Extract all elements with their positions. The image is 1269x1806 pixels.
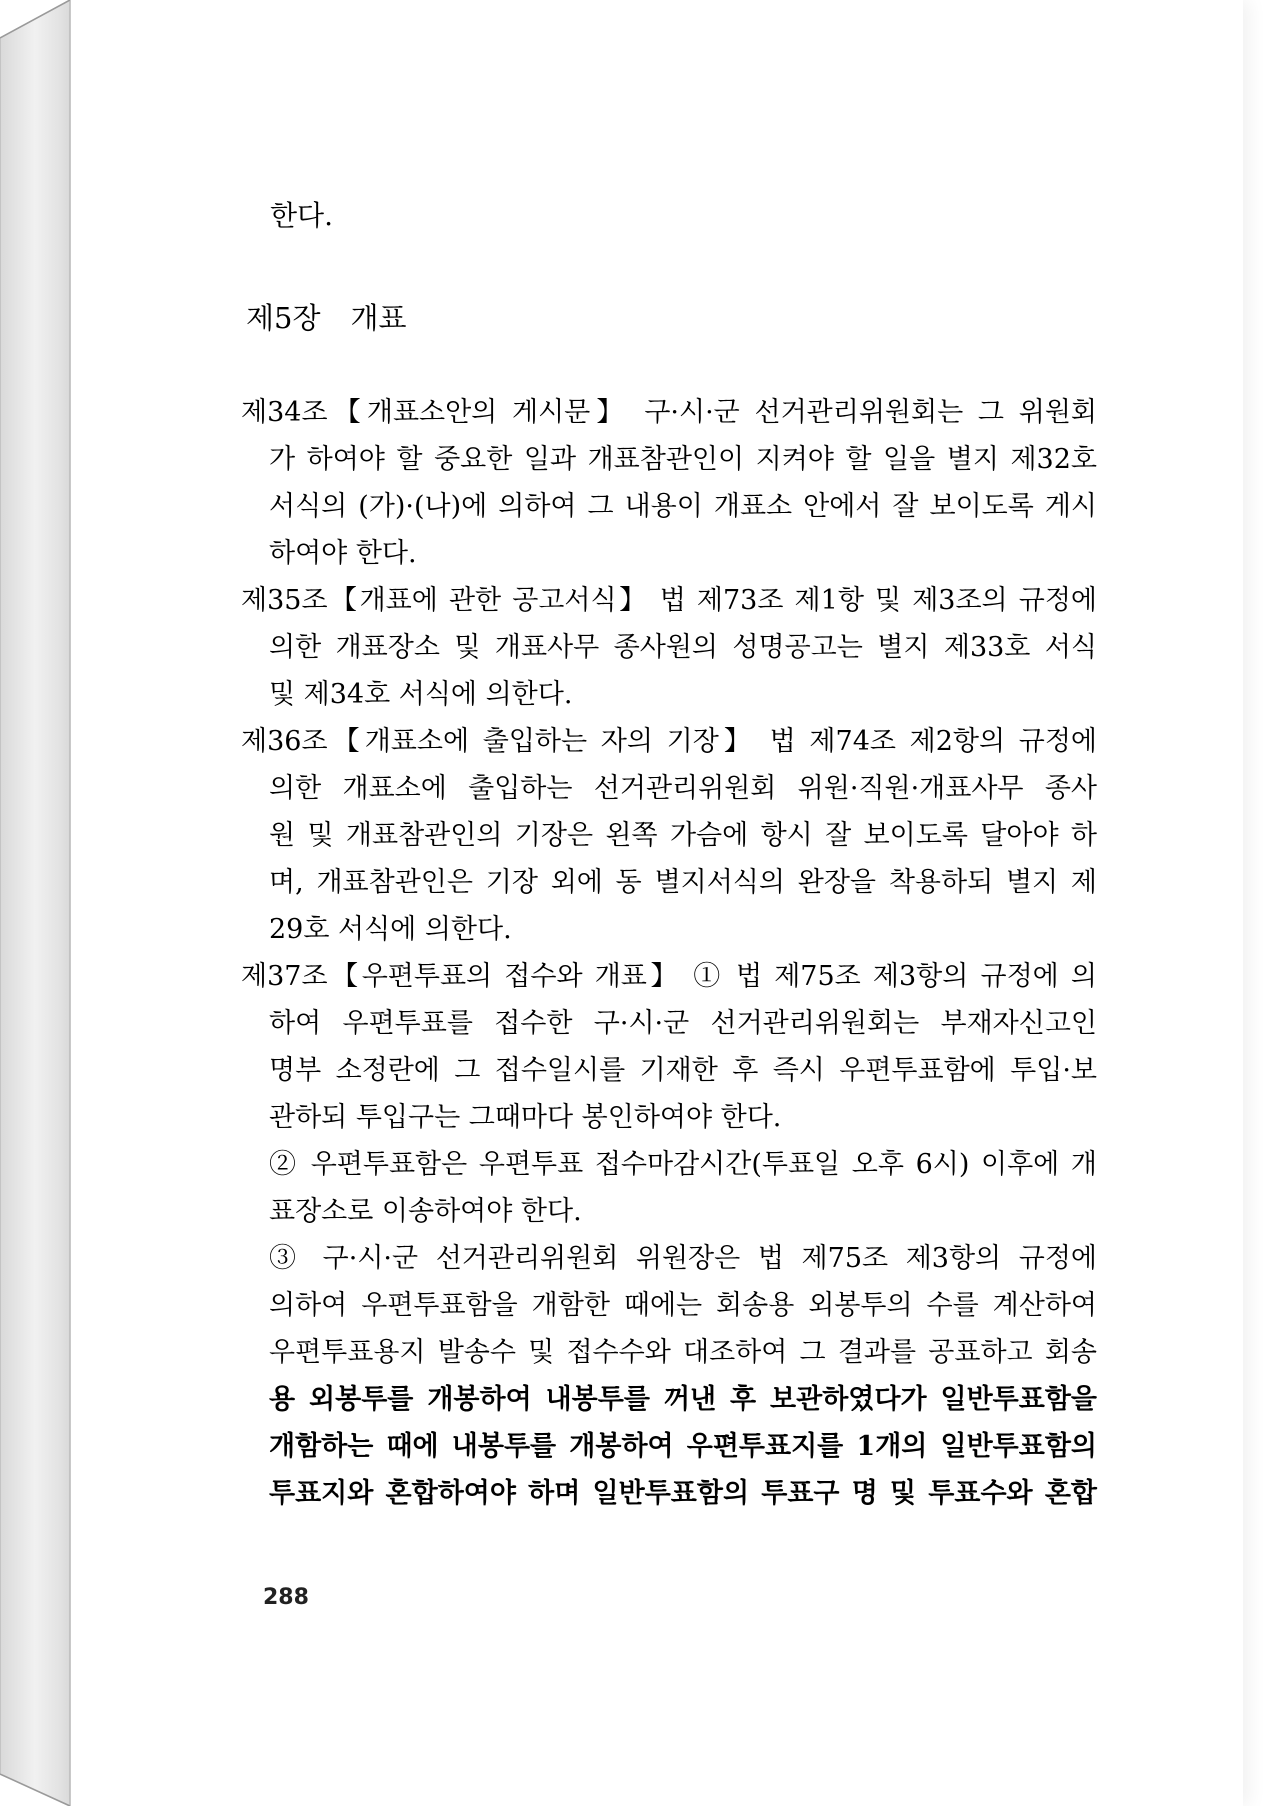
article-34 xyxy=(241,389,1097,577)
article-line: 우편투표용지 발송수 및 접수수와 대조하여 그 결과를 공표하고 회송 xyxy=(269,1337,1097,1368)
article-37 xyxy=(241,953,1097,1517)
article-line: 의한 개표장소 및 개표사무 종사원의 성명공고는 별지 제33호 서식 xyxy=(269,632,1097,663)
intro-line: 한다. xyxy=(270,199,333,232)
chapter-heading xyxy=(246,296,407,337)
article-line: 며, 개표참관인은 기장 외에 동 별지서식의 완장을 착용하되 별지 제 xyxy=(269,867,1097,898)
article-line: 의한 개표소에 출입하는 선거관리위원회 위원·직원·개표사무 종사 xyxy=(269,773,1097,804)
article-line: 표장소로 이송하여야 한다. xyxy=(269,1196,582,1227)
article-line: 투표지와 혼합하여야 하며 일반투표함의 투표구 명 및 투표수와 혼합 xyxy=(269,1478,1097,1509)
article-line: 제37조【우편투표의 접수와 개표】 ① 법 제75조 제3항의 규정에 의 xyxy=(241,961,1097,992)
chapter-number: 제5장 xyxy=(246,301,321,335)
article-line: 용 외봉투를 개봉하여 내봉투를 꺼낸 후 보관하였다가 일반투표함을 xyxy=(269,1384,1097,1415)
article-list xyxy=(241,389,1097,1517)
article-line: 제34조【개표소안의 게시문】 구·시·군 선거관리위원회는 그 위원회 xyxy=(241,397,1097,428)
article-line: 원 및 개표참관인의 기장은 왼쪽 가슴에 항시 잘 보이도록 달아야 하 xyxy=(269,820,1097,851)
chapter-title: 개표 xyxy=(350,301,407,335)
article-line: 관하되 투입구는 그때마다 봉인하여야 한다. xyxy=(269,1102,782,1133)
book-spine xyxy=(0,0,70,1806)
article-line: 명부 소정란에 그 접수일시를 기재한 후 즉시 우편투표함에 투입·보 xyxy=(269,1055,1097,1086)
article-line: 하여야 한다. xyxy=(269,538,417,569)
article-line: 29호 서식에 의한다. xyxy=(269,914,512,945)
article-line: 제35조【개표에 관한 공고서식】 법 제73조 제1항 및 제3조의 규정에 xyxy=(241,585,1097,616)
article-line: ③ 구·시·군 선거관리위원회 위원장은 법 제75조 제3항의 규정에 xyxy=(269,1243,1097,1274)
article-line: 가 하여야 할 중요한 일과 개표참관인이 지켜야 할 일을 별지 제32호 xyxy=(269,444,1097,475)
article-line: 하여 우편투표를 접수한 구·시·군 선거관리위원회는 부재자신고인 xyxy=(269,1008,1097,1039)
article-36 xyxy=(241,718,1097,953)
page-number: 288 xyxy=(263,1585,309,1610)
article-line: 서식의 (가)·(나)에 의하여 그 내용이 개표소 안에서 잘 보이도록 게시 xyxy=(269,491,1097,522)
article-line: 개함하는 때에 내봉투를 개봉하여 우편투표지를 1개의 일반투표함의 xyxy=(269,1431,1097,1462)
article-line: ② 우편투표함은 우편투표 접수마감시간(투표일 오후 6시) 이후에 개 xyxy=(269,1149,1097,1180)
article-line: 및 제34호 서식에 의한다. xyxy=(269,679,573,710)
article-line: 의하여 우편투표함을 개함한 때에는 회송용 외봉투의 수를 계산하여 xyxy=(269,1290,1097,1321)
article-line: 제36조【개표소에 출입하는 자의 기장】 법 제74조 제2항의 규정에 xyxy=(241,726,1097,757)
article-35 xyxy=(241,577,1097,718)
